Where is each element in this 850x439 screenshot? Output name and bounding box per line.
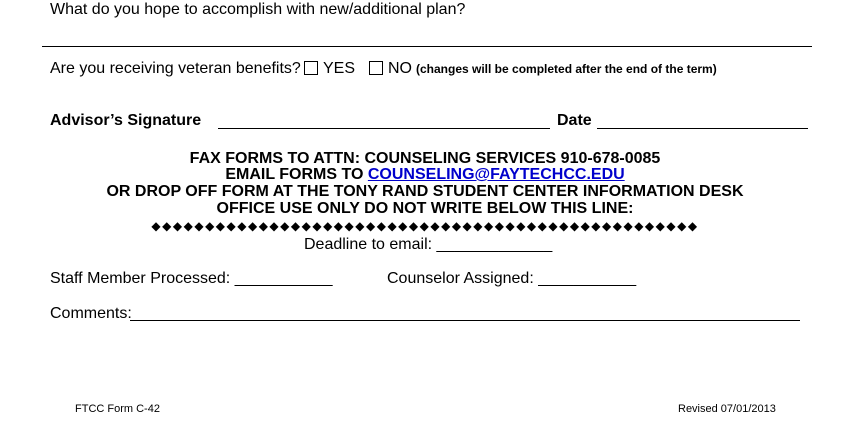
veteran-no-label: NO bbox=[388, 60, 412, 77]
form-number: FTCC Form C-42 bbox=[75, 403, 160, 415]
counselor-assigned-row bbox=[387, 270, 636, 288]
diamond-separator: ◆◆◆◆◆◆◆◆◆◆◆◆◆◆◆◆◆◆◆◆◆◆◆◆◆◆◆◆◆◆◆◆◆◆◆◆◆◆◆◆◆◆◆◆◆◆◆◆◆◆◆ bbox=[151, 219, 699, 233]
drop-off-instruction: OR DROP OFF FORM AT THE TONY RAND STUDENT CENTER INFORMATION DESK bbox=[106, 183, 744, 200]
counselor-assigned-label: Counselor Assigned: bbox=[387, 270, 534, 287]
email-link[interactable]: COUNSELING@FAYTECHCC.EDU bbox=[367, 166, 625, 183]
advisor-signature-line[interactable] bbox=[218, 128, 550, 129]
accomplish-question: What do you hope to accomplish with new/additional plan? bbox=[50, 1, 466, 18]
accomplish-answer-line[interactable] bbox=[42, 46, 812, 47]
deadline-label: Deadline to email: bbox=[304, 236, 433, 253]
email-instruction-prefix: EMAIL FORMS TO bbox=[225, 166, 368, 183]
email-instruction bbox=[0, 166, 850, 184]
fax-instruction: FAX FORMS TO ATTN: COUNSELING SERVICES 910-678-0085 bbox=[189, 150, 661, 167]
veteran-yes-label: YES bbox=[323, 60, 356, 77]
date-line[interactable] bbox=[597, 128, 808, 129]
staff-processed-label: Staff Member Processed: bbox=[50, 270, 231, 287]
office-use-heading: OFFICE USE ONLY DO NOT WRITE BELOW THIS LINE: bbox=[216, 200, 634, 217]
deadline-row bbox=[304, 236, 552, 254]
veteran-no-checkbox[interactable] bbox=[369, 61, 383, 75]
advisor-signature-label: Advisor’s Signature bbox=[50, 112, 202, 129]
veteran-yes-checkbox[interactable] bbox=[304, 61, 318, 75]
date-label: Date bbox=[557, 112, 592, 129]
comments-label: Comments: bbox=[50, 305, 132, 322]
veteran-question: Are you receiving veteran benefits? bbox=[50, 60, 301, 77]
revision-date: Revised 07/01/2013 bbox=[678, 403, 776, 415]
counselor-assigned-blank[interactable]: ___________ bbox=[538, 270, 637, 287]
deadline-blank[interactable]: _____________ bbox=[436, 236, 553, 253]
staff-processed-blank[interactable]: ___________ bbox=[234, 270, 333, 287]
comments-line[interactable] bbox=[130, 320, 800, 321]
staff-processed-row bbox=[50, 270, 333, 288]
veteran-no-note: (changes will be completed after the end of the term) bbox=[416, 62, 717, 76]
